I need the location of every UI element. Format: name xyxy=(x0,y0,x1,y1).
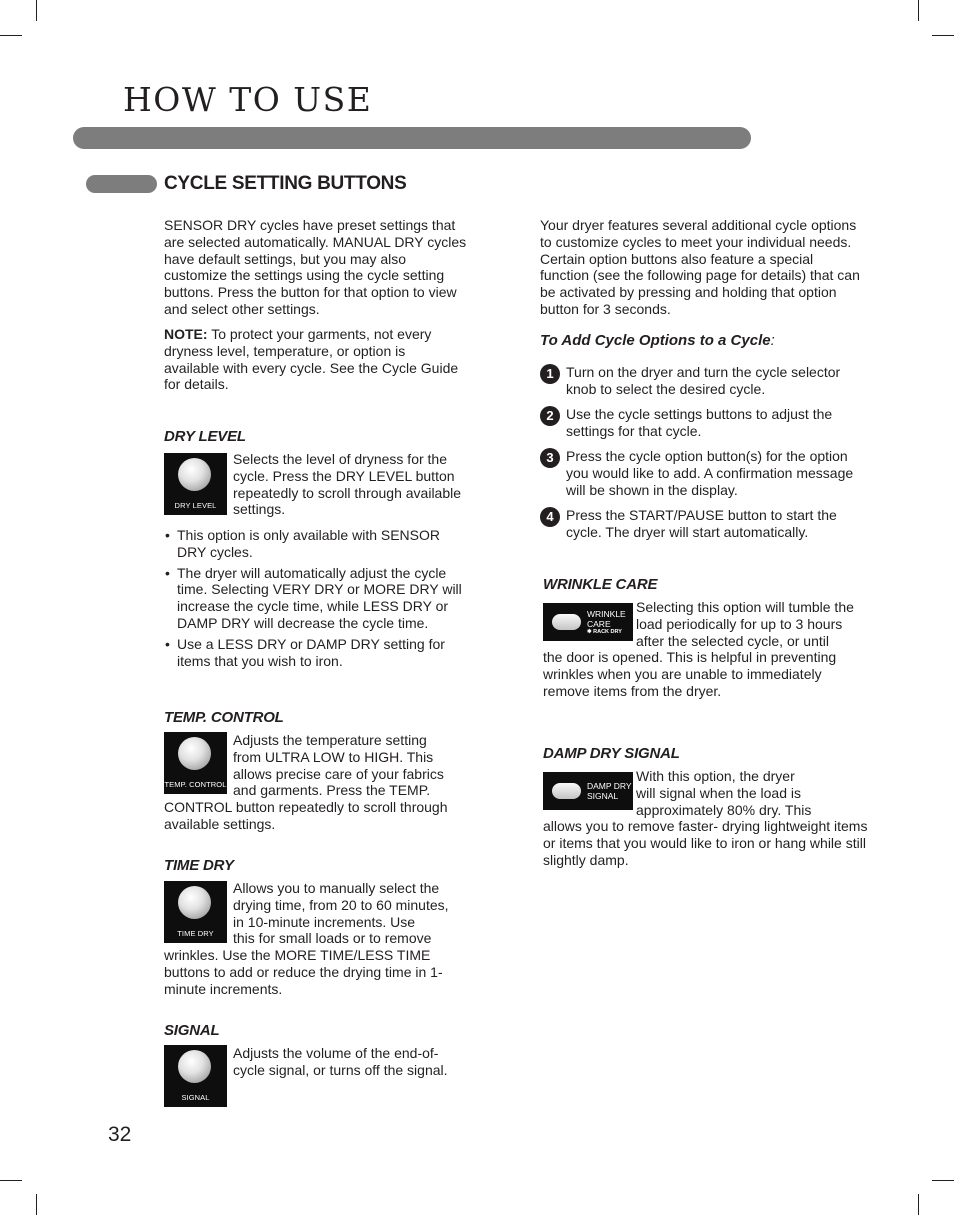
crop-mark xyxy=(932,35,954,36)
note-text: To protect your garments, not every dryness level, temperature, or option is available with every cycle. See the Cycle Guide for details. xyxy=(164,326,459,393)
text-line: drying time, from 20 to 60 minutes, xyxy=(233,896,449,913)
text-line: allows precise care of your fabrics xyxy=(233,765,444,782)
step-4 xyxy=(540,507,870,541)
signal-button-image xyxy=(164,1045,227,1107)
add-options-heading xyxy=(540,332,775,349)
signal-heading: SIGNAL xyxy=(164,1022,220,1039)
temp-control-button-image xyxy=(164,732,227,794)
crop-mark xyxy=(918,0,919,21)
step-text: Turn on the dryer and turn the cycle selector knob to select the desired cycle. xyxy=(566,364,841,397)
dry-level-heading: DRY LEVEL xyxy=(164,428,246,445)
button-label: TEMP. CONTROL xyxy=(164,780,227,789)
step-text: Use the cycle settings buttons to adjust the settings for that cycle. xyxy=(566,406,833,439)
step-3 xyxy=(540,448,870,498)
step-number-icon: 1 xyxy=(540,364,560,384)
options-intro: Your dryer features several additional cycle options to customize cycles to meet your individual needs. Certain option buttons also feature a special function (see the following page for details) that can be activated by pressing and holding that option button for 3 seconds. xyxy=(540,217,860,317)
crop-mark xyxy=(918,1194,919,1215)
step-1 xyxy=(540,364,870,398)
list-item: • The dryer will automatically adjust the cycle time. Selecting VERY DRY or MORE DRY will increase the cycle time, while LESS DRY or DAMP DRY will decrease the cycle time. xyxy=(164,565,464,632)
time-dry-button-image xyxy=(164,881,227,943)
crop-mark xyxy=(36,1194,37,1215)
text-line: Selecting this option will tumble the xyxy=(636,599,854,615)
button-knob-icon xyxy=(178,458,211,491)
intro-note xyxy=(164,326,464,393)
wrinkle-care-description xyxy=(636,599,876,649)
damp-dry-signal-description-cont: allows you to remove faster- drying lightweight items or items that you would like to iron or hang while still slightly damp. xyxy=(543,818,868,868)
text-line: this for small loads or to remove xyxy=(233,930,432,947)
intro-paragraph: SENSOR DRY cycles have preset settings that are selected automatically. MANUAL DRY cycles have default settings, but you may also customize the settings using the cycle setting buttons. Press the button for that option to view and select other settings. xyxy=(164,217,467,317)
text-line: in 10-minute increments. Use xyxy=(233,913,416,930)
dry-level-description: Selects the level of dryness for the cycle. Press the DRY LEVEL button repeatedly to scroll through available settings. xyxy=(233,451,462,518)
damp-dry-signal-heading: DAMP DRY SIGNAL xyxy=(543,745,680,762)
text-line: will signal when the load is xyxy=(636,784,801,801)
step-text: Press the START/PAUSE button to start the cycle. The dryer will start automatically. xyxy=(566,507,837,540)
step-number-icon: 4 xyxy=(540,507,560,527)
step-number-icon: 2 xyxy=(540,406,560,426)
button-knob-icon xyxy=(178,1050,211,1083)
header-rule-bar xyxy=(73,127,751,149)
text-line: after the selected cycle, or until xyxy=(636,632,829,649)
temp-control-description-cont: CONTROL button repeatedly to scroll through available settings. xyxy=(164,799,448,832)
colon: : xyxy=(770,332,775,349)
damp-dry-signal-description xyxy=(636,768,876,818)
button-knob-icon xyxy=(178,737,211,770)
button-label xyxy=(587,610,626,636)
button-knob-icon xyxy=(178,886,211,919)
button-label-line: SIGNAL xyxy=(587,790,619,801)
button-label: TIME DRY xyxy=(177,929,214,938)
wrinkle-care-button-image xyxy=(543,603,633,641)
list-item: • Use a LESS DRY or DAMP DRY setting for items that you wish to iron. xyxy=(164,636,464,670)
section-tab xyxy=(86,175,157,193)
dry-level-button-image xyxy=(164,453,227,515)
step-2 xyxy=(540,406,870,440)
button-label: DRY LEVEL xyxy=(174,501,217,510)
note-label: NOTE: xyxy=(164,326,208,342)
text-line: With this option, the dryer xyxy=(636,768,795,784)
wrinkle-care-description-cont: the door is opened. This is helpful in preventing wrinkles when you are unable to immediately remove items from the dryer. xyxy=(543,649,837,699)
dry-level-notes xyxy=(164,527,464,673)
crop-mark xyxy=(36,0,37,21)
section-title: CYCLE SETTING BUTTONS xyxy=(164,173,407,194)
button-label xyxy=(587,782,632,801)
crop-mark xyxy=(0,1180,22,1181)
rack-dry-sublabel: ✱ RACK DRY xyxy=(587,629,622,635)
text-line: and garments. Press the TEMP. xyxy=(233,782,431,799)
temp-control-description xyxy=(233,732,473,799)
text-line: load periodically for up to 3 hours xyxy=(636,615,843,632)
time-dry-description-cont: wrinkles. Use the MORE TIME/LESS TIME buttons to add or reduce the drying time in 1-minute increments. xyxy=(164,947,443,997)
button-label-line: WRINKLE xyxy=(587,609,626,619)
add-options-title: To Add Cycle Options to a Cycle xyxy=(540,332,771,349)
wrinkle-care-heading: WRINKLE CARE xyxy=(543,576,658,593)
damp-dry-signal-button-image xyxy=(543,772,633,810)
text-line: Adjusts the temperature setting xyxy=(233,732,427,748)
page-number: 32 xyxy=(108,1123,132,1146)
time-dry-description xyxy=(233,880,473,947)
step-text: Press the cycle option button(s) for the option you would like to add. A confirmation message will be shown in the display. xyxy=(566,448,854,498)
signal-description: Adjusts the volume of the end-of-cycle signal, or turns off the signal. xyxy=(233,1045,448,1078)
list-item: • This option is only available with SENSOR DRY cycles. xyxy=(164,527,464,561)
text-line: Allows you to manually select the xyxy=(233,880,440,896)
page-header-title: HOW TO USE xyxy=(123,80,373,119)
button-label-line: DAMP DRY xyxy=(587,781,632,791)
temp-control-heading: TEMP. CONTROL xyxy=(164,709,284,726)
button-label-line: CARE xyxy=(587,618,611,629)
crop-mark xyxy=(0,35,22,36)
toggle-button-icon xyxy=(552,783,581,799)
button-label: SIGNAL xyxy=(181,1093,210,1102)
text-line: from ULTRA LOW to HIGH. This xyxy=(233,748,434,765)
step-number-icon: 3 xyxy=(540,448,560,468)
toggle-button-icon xyxy=(552,614,581,630)
crop-mark xyxy=(932,1180,954,1181)
time-dry-heading: TIME DRY xyxy=(164,857,234,874)
text-line: approximately 80% dry. This xyxy=(636,801,812,818)
